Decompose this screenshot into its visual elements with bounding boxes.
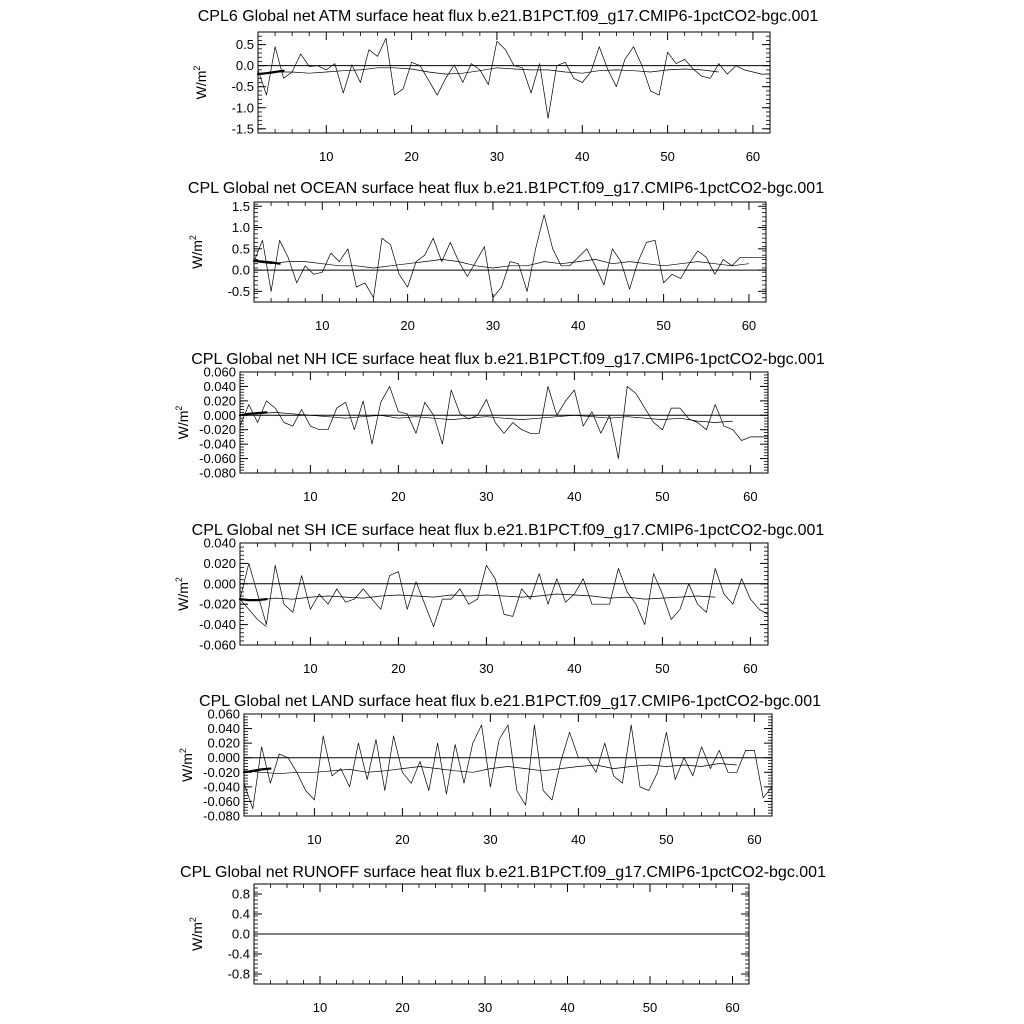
x-tick-label: 50 xyxy=(660,149,675,164)
y-tick-label: 0.020 xyxy=(203,555,236,571)
y-axis-label-superscript: 2 xyxy=(192,65,202,71)
chart-panel-6 xyxy=(180,864,826,1015)
chart-panel-3 xyxy=(174,351,825,504)
y-axis-label-superscript: 2 xyxy=(174,405,184,411)
y-tick-label: 0.020 xyxy=(207,735,240,751)
y-axis-label xyxy=(192,66,209,100)
y-tick-label: -0.060 xyxy=(203,793,240,809)
y-tick-label: 1.0 xyxy=(231,220,250,236)
start-cluster-line xyxy=(240,599,266,600)
y-tick-label: 0.000 xyxy=(207,750,240,766)
y-axis-label-unit: W/m xyxy=(193,70,209,100)
chart-title: CPL Global net RUNOFF surface heat flux b.e21.B1PCT.f09_g17.CMIP6-1pctCO2-bgc.001 xyxy=(180,864,826,881)
y-tick-label: 0.040 xyxy=(207,721,240,737)
y-tick-label: -1.0 xyxy=(231,100,254,116)
y-tick-label: -0.040 xyxy=(199,436,236,452)
series-line-1 xyxy=(240,386,768,458)
y-tick-label: 0.0 xyxy=(231,926,250,942)
y-tick-label: 0.060 xyxy=(207,706,240,722)
x-tick-label: 10 xyxy=(307,832,322,847)
x-tick-label: 60 xyxy=(747,832,762,847)
series-line-2 xyxy=(244,764,737,774)
x-tick-label: 10 xyxy=(319,149,334,164)
y-axis-label xyxy=(178,748,195,782)
y-tick-label: 0.4 xyxy=(231,906,250,922)
series-line-3 xyxy=(240,599,266,627)
x-tick-label: 40 xyxy=(567,489,582,504)
x-tick-label: 30 xyxy=(489,149,505,164)
x-tick-label: 10 xyxy=(303,661,318,676)
x-tick-label: 50 xyxy=(655,661,670,676)
y-tick-label: 0.0 xyxy=(231,262,250,278)
x-tick-label: 20 xyxy=(400,318,415,333)
y-tick-label: -0.5 xyxy=(231,79,254,95)
plot-frame xyxy=(240,372,768,473)
y-axis-label xyxy=(188,917,205,951)
y-axis-label-superscript: 2 xyxy=(188,235,198,241)
x-tick-label: 40 xyxy=(567,661,582,676)
chart-panel-2 xyxy=(188,180,824,333)
y-tick-label: -0.080 xyxy=(203,808,240,824)
chart-panel-5 xyxy=(178,693,821,847)
x-tick-label: 40 xyxy=(560,1000,575,1015)
y-tick-label: -0.080 xyxy=(199,465,236,481)
y-axis-label-unit: W/m xyxy=(175,582,191,611)
y-tick-label: 0.000 xyxy=(203,576,236,592)
x-tick-label: 20 xyxy=(395,1000,410,1015)
y-tick-label: -0.8 xyxy=(227,966,250,982)
plot-frame xyxy=(244,714,772,816)
y-tick-label: -0.040 xyxy=(199,617,236,633)
y-axis-label xyxy=(174,577,191,611)
x-tick-label: 30 xyxy=(485,318,501,333)
y-tick-label: 0.5 xyxy=(235,37,254,53)
x-tick-label: 30 xyxy=(477,1000,493,1015)
x-tick-label: 10 xyxy=(303,489,318,504)
y-tick-label: -0.4 xyxy=(227,946,250,962)
y-tick-label: -0.060 xyxy=(199,451,236,467)
x-tick-label: 50 xyxy=(655,489,670,504)
x-tick-label: 20 xyxy=(395,832,410,847)
chart-title: CPL Global net LAND surface heat flux b.e21.B1PCT.f09_g17.CMIP6-1pctCO2-bgc.001 xyxy=(199,693,821,710)
y-axis-label xyxy=(188,235,205,269)
x-tick-label: 60 xyxy=(741,318,757,333)
x-tick-label: 60 xyxy=(725,1000,740,1015)
x-tick-label: 30 xyxy=(483,832,498,847)
x-tick-label: 50 xyxy=(656,318,671,333)
x-tick-label: 50 xyxy=(642,1000,658,1015)
y-tick-label: -0.020 xyxy=(203,764,240,780)
y-tick-label: -0.020 xyxy=(199,422,236,438)
series-line-2 xyxy=(240,412,733,422)
chart-title: CPL6 Global net ATM surface heat flux b.e21.B1PCT.f09_g17.CMIP6-1pctCO2-bgc.001 xyxy=(197,8,819,25)
x-tick-label: 60 xyxy=(743,489,758,504)
chart-panel-1 xyxy=(192,8,818,164)
y-tick-label: -0.040 xyxy=(203,779,240,795)
x-tick-label: 10 xyxy=(312,1000,328,1015)
y-tick-label: -1.5 xyxy=(231,121,254,137)
x-tick-label: 30 xyxy=(479,489,494,504)
y-tick-label: -0.020 xyxy=(199,596,236,612)
y-axis-label-superscript: 2 xyxy=(188,917,198,923)
y-axis-label-unit: W/m xyxy=(189,240,205,269)
y-tick-label: 0.8 xyxy=(231,886,250,902)
series-line-1 xyxy=(254,215,766,298)
y-tick-label: 0.020 xyxy=(203,393,236,409)
y-axis-label-superscript: 2 xyxy=(174,577,184,583)
y-tick-label: 1.5 xyxy=(231,198,250,214)
y-axis-label-unit: W/m xyxy=(175,410,191,440)
plot-frame xyxy=(258,32,770,133)
y-axis-label-unit: W/m xyxy=(189,922,205,951)
y-tick-label: 0.060 xyxy=(203,364,236,380)
y-tick-label: -0.060 xyxy=(199,637,236,653)
x-tick-label: 20 xyxy=(391,661,406,676)
y-axis-label-superscript: 2 xyxy=(178,748,188,754)
series-line-1 xyxy=(258,38,770,118)
y-axis-label-unit: W/m xyxy=(179,753,195,782)
y-tick-label: 0.0 xyxy=(235,58,254,74)
x-tick-label: 40 xyxy=(571,318,586,333)
x-tick-label: 60 xyxy=(745,149,761,164)
x-tick-label: 40 xyxy=(571,832,586,847)
x-tick-label: 40 xyxy=(575,149,590,164)
series-line-2 xyxy=(258,68,719,74)
plot-frame xyxy=(254,202,766,302)
y-tick-label: -0.5 xyxy=(227,283,250,299)
x-tick-label: 20 xyxy=(404,149,419,164)
chart-title: CPL Global net SH ICE surface heat flux b.e21.B1PCT.f09_g17.CMIP6-1pctCO2-bgc.001 xyxy=(191,522,825,539)
x-tick-label: 30 xyxy=(479,661,494,676)
y-tick-label: 0.040 xyxy=(203,535,236,551)
x-tick-label: 20 xyxy=(391,489,406,504)
series-line-2 xyxy=(254,259,749,268)
y-tick-label: 0.5 xyxy=(231,241,250,257)
series-line-1 xyxy=(240,563,768,626)
chart-title: CPL Global net OCEAN surface heat flux b.e21.B1PCT.f09_g17.CMIP6-1pctCO2-bgc.001 xyxy=(187,180,825,197)
x-tick-label: 60 xyxy=(743,661,758,676)
x-tick-label: 10 xyxy=(315,318,330,333)
y-axis-label xyxy=(174,406,191,440)
y-tick-label: 0.040 xyxy=(203,378,236,394)
y-tick-label: 0.000 xyxy=(203,407,236,423)
x-tick-label: 50 xyxy=(659,832,674,847)
chart-panel-4 xyxy=(174,522,824,676)
chart-title: CPL Global net NH ICE surface heat flux b.e21.B1PCT.f09_g17.CMIP6-1pctCO2-bgc.001 xyxy=(191,351,825,368)
